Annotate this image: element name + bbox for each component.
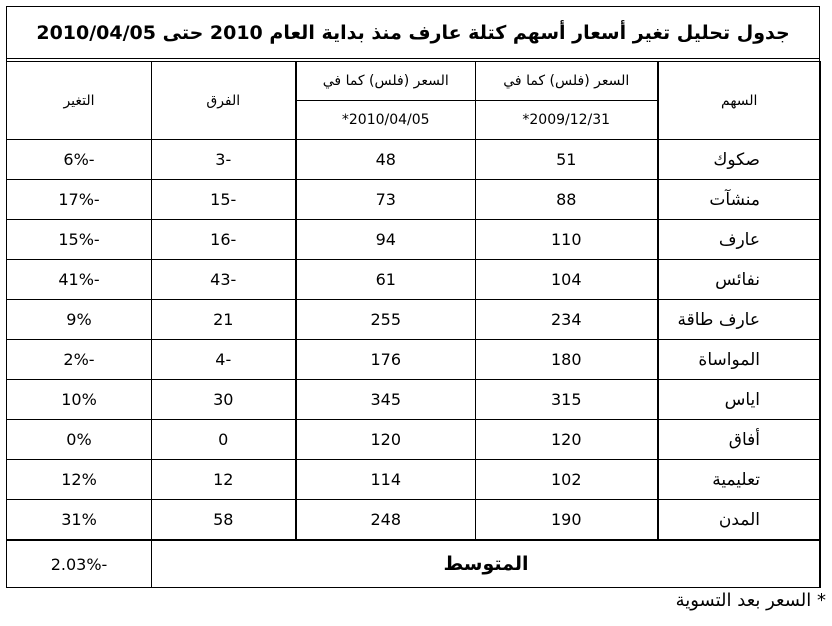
cell-diff: -16 [152,220,296,260]
cell-price-new: 120 [296,420,476,460]
cell-price-old: 88 [476,180,658,220]
cell-diff: -4 [152,340,296,380]
table-row [7,140,821,180]
cell-stock: اياس [658,380,821,420]
cell-diff: 58 [152,500,296,540]
cell-change: 0% [7,420,152,460]
cell-stock: المواساة [658,340,821,380]
cell-change: -17% [7,180,152,220]
cell-price-old: 234 [476,300,658,340]
table-row [7,260,821,300]
cell-change: -41% [7,260,152,300]
average-value: -2.03% [7,541,152,588]
cell-price-old: 104 [476,260,658,300]
cell-price-new: 73 [296,180,476,220]
page-title: جدول تحليل تغير أسعار أسهم كتلة عارف منذ بداية العام 2010 حتى 2010/04/05 [6,6,820,59]
header-change: التغير [7,62,152,140]
table-row [7,460,821,500]
cell-price-new: 94 [296,220,476,260]
cell-stock: صكوك [658,140,821,180]
header-price-old-date: 2009/12/31* [476,101,658,140]
cell-price-new: 114 [296,460,476,500]
cell-diff: 21 [152,300,296,340]
cell-price-new: 345 [296,380,476,420]
cell-price-old: 110 [476,220,658,260]
cell-stock: تعليمية [658,460,821,500]
cell-stock: نفائس [658,260,821,300]
table-row [7,340,821,380]
cell-stock: المدن [658,500,821,540]
price-table [6,61,821,540]
table-row [7,180,821,220]
cell-diff: -3 [152,140,296,180]
cell-stock: أفاق [658,420,821,460]
table-row [7,420,821,460]
cell-price-new: 48 [296,140,476,180]
cell-price-old: 102 [476,460,658,500]
cell-price-old: 190 [476,500,658,540]
header-price-new-date: 2010/04/05* [296,101,476,140]
average-label: المتوسط [152,541,821,588]
cell-change: 31% [7,500,152,540]
table-row [7,300,821,340]
header-price-new-label: السعر (فلس) كما في [296,62,476,101]
average-row [6,540,821,588]
cell-diff: 0 [152,420,296,460]
cell-diff: -15 [152,180,296,220]
cell-change: -2% [7,340,152,380]
cell-stock: منشآت [658,180,821,220]
cell-price-new: 255 [296,300,476,340]
cell-price-new: 176 [296,340,476,380]
table-row [7,500,821,540]
table-row [7,220,821,260]
cell-change: -6% [7,140,152,180]
header-stock: السهم [658,62,821,140]
cell-price-old: 315 [476,380,658,420]
cell-stock: عارف طاقة [658,300,821,340]
cell-stock: عارف [658,220,821,260]
header-price-old-label: السعر (فلس) كما في [476,62,658,101]
header-diff: الفرق [152,62,296,140]
footnote: * السعر بعد التسوية [675,590,826,611]
cell-diff: 12 [152,460,296,500]
cell-price-old: 180 [476,340,658,380]
cell-price-old: 120 [476,420,658,460]
cell-price-new: 61 [296,260,476,300]
cell-price-old: 51 [476,140,658,180]
cell-change: 12% [7,460,152,500]
cell-diff: -43 [152,260,296,300]
cell-price-new: 248 [296,500,476,540]
cell-change: -15% [7,220,152,260]
cell-diff: 30 [152,380,296,420]
table-row [7,380,821,420]
cell-change: 10% [7,380,152,420]
cell-change: 9% [7,300,152,340]
